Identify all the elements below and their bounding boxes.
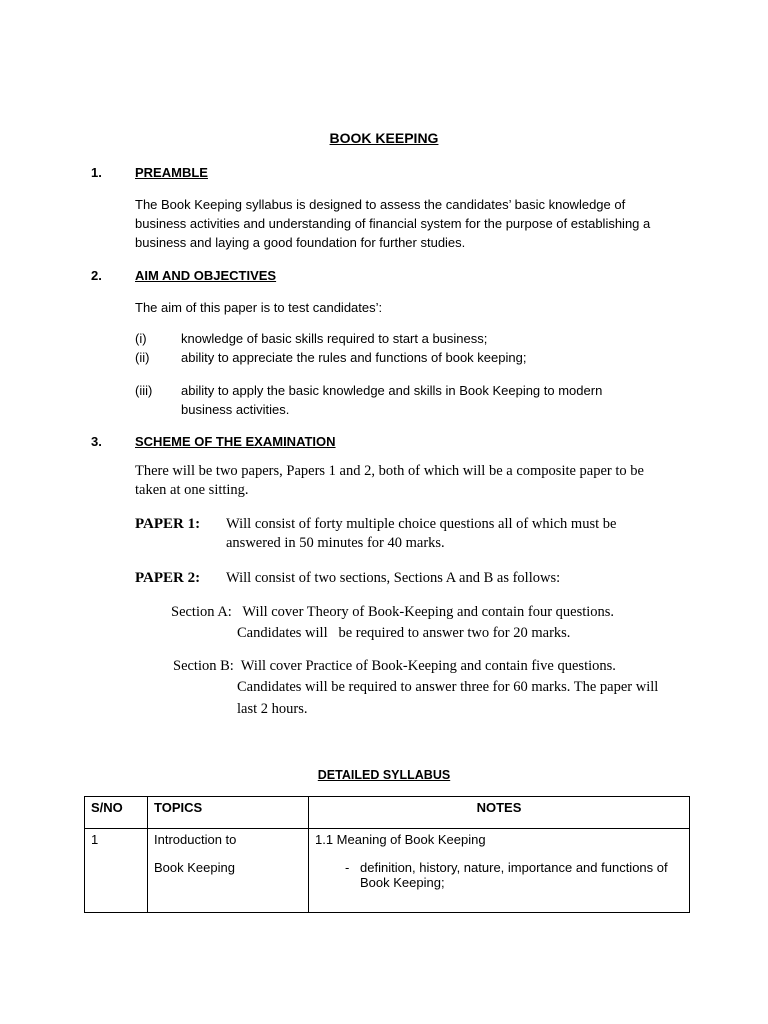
topic-line: Introduction to <box>154 832 237 847</box>
preamble-text: The Book Keeping syllabus is designed to assess the candidates’ basic knowledge of business activities and understanding of financial system for the purpose of establishing a business and laying a good foundation for further studies. <box>135 197 651 250</box>
section-b-line2: Candidates will be required to answer three for 60 marks. The paper will <box>237 679 659 695</box>
aims-intro: The aim of this paper is to test candidates’: <box>135 300 383 315</box>
aim-item-marker: (ii) <box>135 350 150 365</box>
aim-item-text: ability to appreciate the rules and functions of book keeping; <box>181 350 527 365</box>
scheme-number: 3. <box>91 434 102 449</box>
section-a-line2: Candidates will be required to answer two for 20 marks. <box>237 625 571 641</box>
document-title: BOOK KEEPING <box>329 130 439 146</box>
scheme-heading: SCHEME OF THE EXAMINATION <box>135 434 336 449</box>
scheme-intro: There will be two papers, Papers 1 and 2, both of which will be a composite paper to be taken at one sitting. <box>135 463 644 498</box>
paper2-label: PAPER 2: <box>135 570 201 586</box>
column-header-topics: TOPICS <box>148 797 309 829</box>
table-header-row <box>85 797 690 829</box>
paper2-text: Will consist of two sections, Sections A and B as follows: <box>226 570 561 586</box>
paper1-text: Will consist of forty multiple choice questions all of which must be answered in 50 minutes for 40 marks. <box>226 516 617 551</box>
syllabus-heading: DETAILED SYLLABUS <box>317 768 451 782</box>
note-dash: - <box>345 860 350 875</box>
note-item: definition, history, nature, importance and functions of Book Keeping; <box>360 860 668 890</box>
column-header-notes: NOTES <box>309 797 690 829</box>
cell-sno: 1 <box>85 829 148 913</box>
aim-item-marker: (i) <box>135 331 147 346</box>
aim-item-marker: (iii) <box>135 383 153 398</box>
paper1-label: PAPER 1: <box>135 516 201 532</box>
aims-number: 2. <box>91 268 102 283</box>
section-b-line3: last 2 hours. <box>237 701 308 717</box>
aim-item-text: ability to apply the basic knowledge and skills in Book Keeping to modern business activities. <box>181 383 603 417</box>
table-row <box>85 829 690 913</box>
syllabus-table <box>84 796 690 913</box>
cell-topic <box>148 829 309 913</box>
column-header-sno: S/NO <box>85 797 148 829</box>
cell-notes <box>309 829 690 913</box>
preamble-number: 1. <box>91 165 102 180</box>
preamble-heading: PREAMBLE <box>135 165 208 180</box>
section-a-line1: Section A: Will cover Theory of Book-Keeping and contain four questions. <box>171 604 615 620</box>
section-b-line1: Section B: Will cover Practice of Book-Keeping and contain five questions. <box>173 658 616 674</box>
note-heading: 1.1 Meaning of Book Keeping <box>315 832 486 847</box>
topic-line: Book Keeping <box>154 860 235 875</box>
aims-heading: AIM AND OBJECTIVES <box>135 268 277 283</box>
aim-item-text: knowledge of basic skills required to start a business; <box>181 331 488 346</box>
